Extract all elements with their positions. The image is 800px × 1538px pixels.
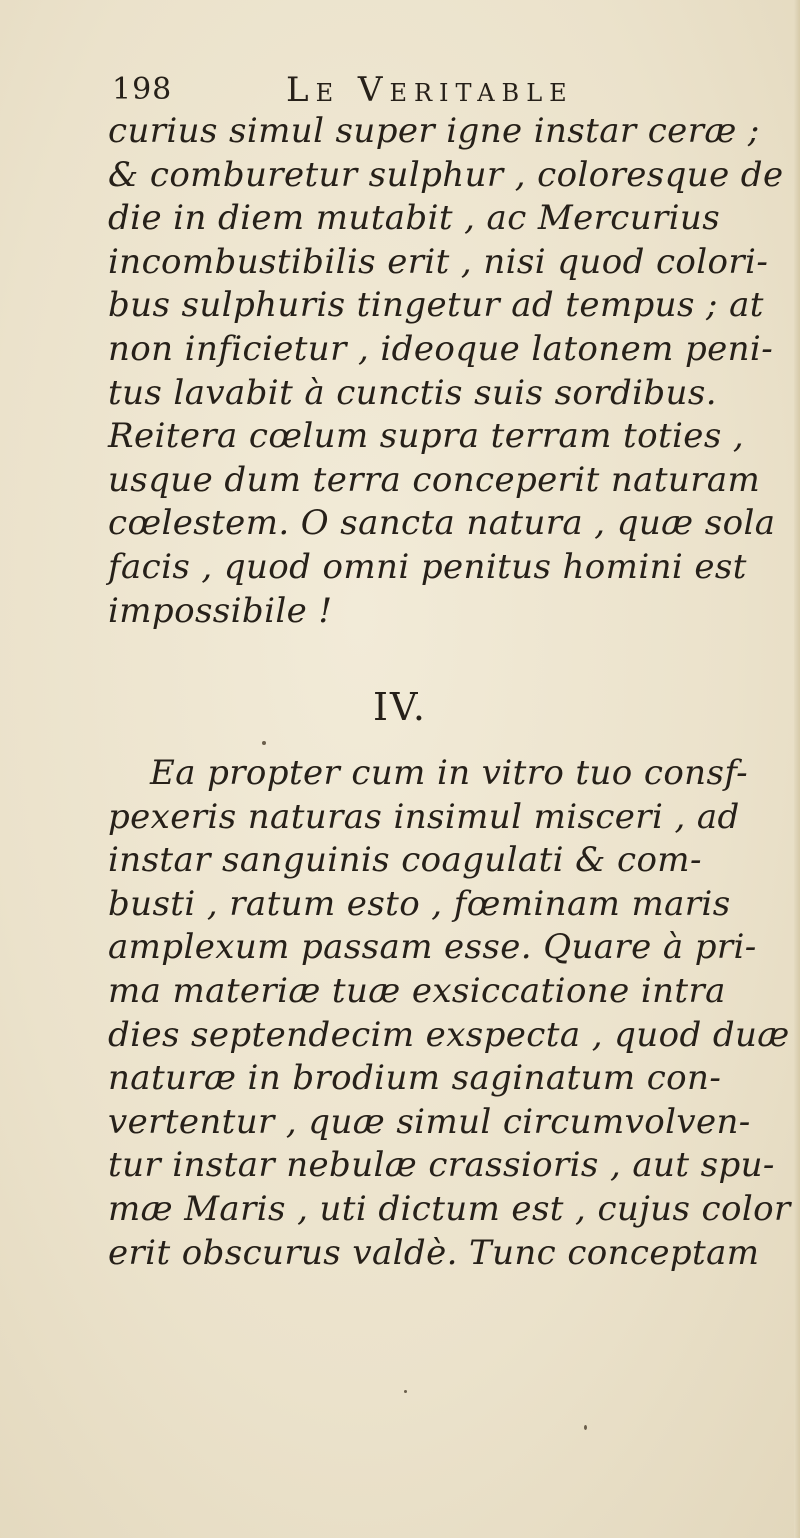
text-line: tur instar nebulæ crassioris , aut spu-	[108, 1145, 775, 1186]
text-line: & comburetur sulphur , coloresque de	[108, 154, 784, 195]
paragraph-1	[108, 110, 798, 633]
text-line: amplexum passam esse. Quare à pri-	[108, 927, 757, 968]
text-line: bus sulphuris tingetur ad tempus ; at	[108, 285, 764, 326]
ink-speck	[262, 741, 266, 745]
paragraph-2	[108, 752, 798, 1275]
text-line: Reitera cœlum supra terram toties ,	[108, 416, 745, 457]
text-line: curius simul super igne instar ceræ ;	[108, 111, 760, 151]
text-line: Ea propter cum in vitro tuo consf-	[150, 753, 748, 793]
text-line: tus lavabit à cunctis suis sordibus.	[108, 372, 717, 413]
section-heading: IV.	[373, 685, 427, 729]
text-line: busti , ratum esto , fœminam maris	[108, 883, 731, 924]
text-line: instar sanguinis coagulati & com-	[108, 840, 702, 881]
text-line: dies septendecim exspecta , quod duæ	[108, 1014, 790, 1055]
text-line: pexeris naturas insimul misceri , ad	[108, 796, 740, 837]
running-head-title: Le Veritable	[286, 70, 574, 110]
ink-speck	[404, 1390, 407, 1393]
text-line: vertentur , quæ simul circumvolven-	[108, 1101, 751, 1142]
running-head	[110, 70, 670, 110]
text-line: die in diem mutabit , ac Mercurius	[108, 198, 721, 239]
text-line: usque dum terra conceperit naturam	[108, 459, 761, 500]
ink-speck	[584, 1425, 587, 1430]
text-line: ma materiæ tuæ exsiccatione intra	[108, 970, 726, 1011]
text-line: erit obscurus valdè. Tunc conceptam	[108, 1232, 760, 1273]
text-line: cœlestem. O sancta natura , quæ sola	[108, 503, 776, 544]
text-line: mæ Maris , uti dictum est , cujus color	[108, 1188, 791, 1229]
text-line: impossibile !	[108, 590, 333, 631]
text-line: naturæ in brodium saginatum con-	[108, 1058, 722, 1099]
page-number: 198	[112, 72, 173, 107]
text-line: facis , quod omni penitus homini est	[108, 546, 747, 587]
text-line: non inficietur , ideoque latonem peni-	[108, 328, 774, 369]
text-line: incombustibilis erit , nisi quod colori-	[108, 241, 769, 282]
